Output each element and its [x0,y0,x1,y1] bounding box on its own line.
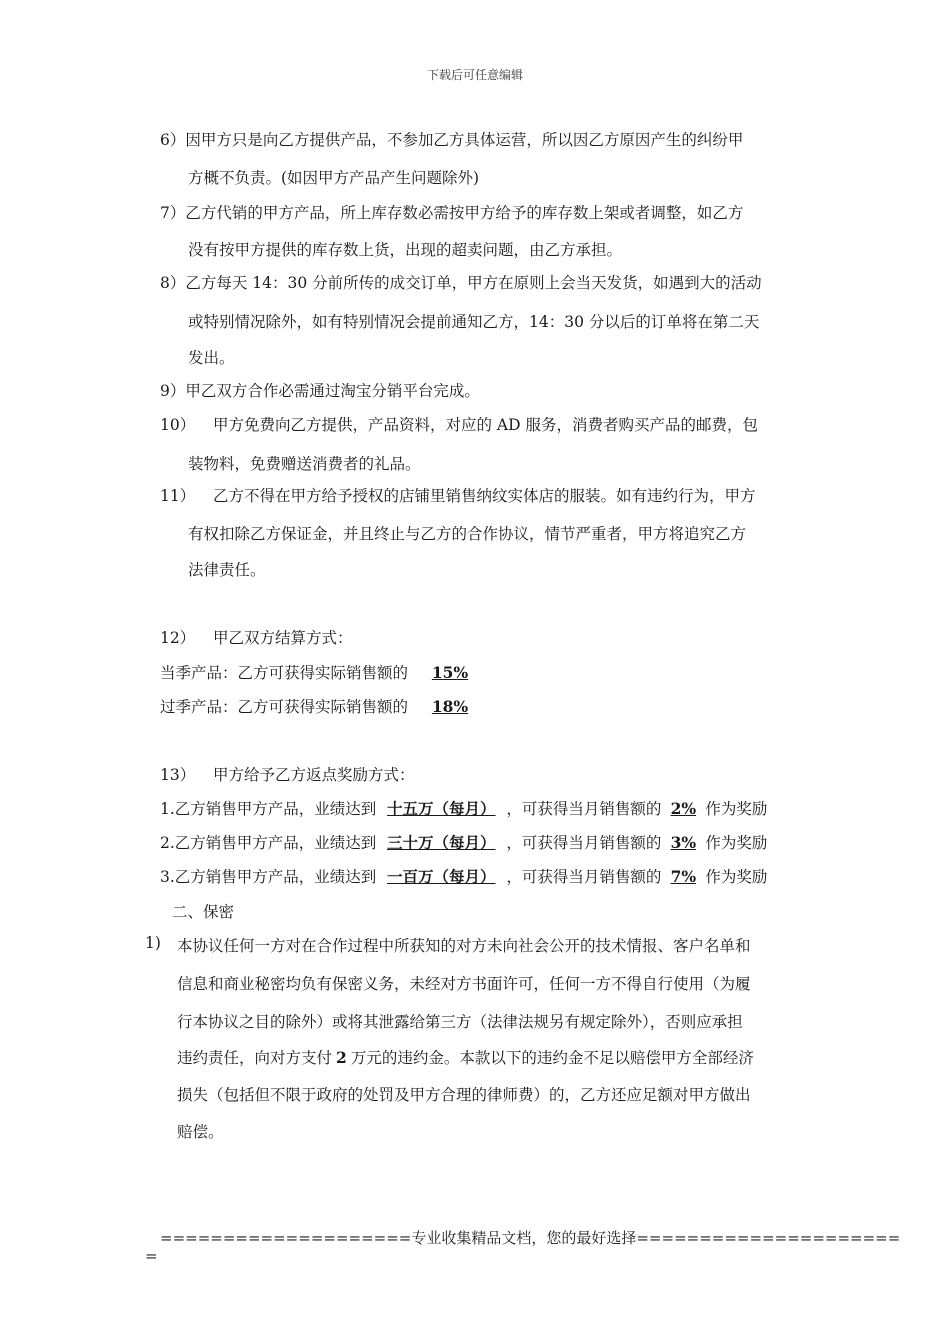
clause-11-line-1: 乙方不得在甲方给予授权的店铺里销售纳纹实体店的服装。如有违约行为，甲方 [213,487,756,505]
clause-6-line-2: 方概不负责。(如因甲方产品产生问题除外) [188,169,480,187]
clause-7-line-1 [160,201,743,223]
clause-7-number: 7） [160,204,186,222]
section-2-line-4 [177,1046,754,1068]
clause-8-text-1: 乙方每天 14：30 分前所传的成交订单，甲方在原则上会当天发货，如遇到大的活动 [185,274,762,292]
settlement-past-value: 18% [431,697,469,716]
section-2-line-3: 行本协议之目的除外）或将其泄露给第三方（法律法规另有规定除外），否则应承担 [177,1013,743,1031]
clause-11-line-2: 有权扣除乙方保证金，并且终止与乙方的合作协议，情节严重者，甲方将追究乙方 [188,525,747,543]
clause-8-line-3: 发出。 [188,349,235,367]
rebate-row-3-post: 作为奖励 [705,868,768,886]
clause-11-line-3: 法律责任。 [188,561,266,579]
rebate-row-1 [160,797,767,819]
rebate-row-2 [160,831,767,853]
page-header: 下载后可任意编辑 [426,68,523,82]
clause-12-title: 甲乙双方结算方式： [213,629,353,647]
section-2-line-2: 信息和商业秘密均负有保密义务，未经对方书面许可，任何一方不得自行使用（为履 [177,975,751,993]
clause-8-number: 8） [160,274,186,292]
settlement-current-value: 15% [431,663,469,682]
settlement-row-past [160,695,492,717]
footer-line-2: = [145,1247,158,1265]
clause-10-line-1: 甲方免费向乙方提供，产品资料，对应的 AD 服务，消费者购买产品的邮费，包 [213,416,758,434]
rebate-row-3-percent: 7% [670,867,697,886]
rebate-row-2-target: 三十万（每月） [387,833,496,852]
section-2-line-1: 本协议任何一方对在合作过程中所获知的对方未向社会公开的技术情报、客户名单和 [177,937,751,955]
clause-9-number: 9） [160,382,186,400]
rebate-row-1-percent: 2% [670,799,697,818]
clause-7-line-2: 没有按甲方提供的库存数上货，出现的超卖问题，由乙方承担。 [188,241,623,259]
rebate-row-2-number: 2. [160,834,175,852]
clause-8-line-2: 或特别情况除外，如有特别情况会提前通知乙方，14：30 分以后的订单将在第二天 [188,313,760,331]
section-2-line-5: 损失（包括但不限于政府的处罚及甲方合理的律师费）的，乙方还应足额对甲方做出 [177,1086,751,1104]
clause-9-line-1 [160,379,480,401]
section-2-line-4-start: 违约责任，向对方支付 [177,1049,333,1067]
rebate-row-3-pre: 乙方销售甲方产品，业绩达到 [174,868,377,886]
rebate-row-1-post: 作为奖励 [705,800,768,818]
settlement-row-current [160,661,492,683]
rebate-row-1-pre: 乙方销售甲方产品，业绩达到 [174,800,377,818]
clause-6-line-1 [160,128,743,150]
rebate-row-2-mid: ，可获得当月销售额的 [506,834,662,852]
rebate-row-2-post: 作为奖励 [705,834,768,852]
clause-13-number: 13） [160,766,196,784]
clause-13-title: 甲方给予乙方返点奖励方式： [213,766,415,784]
footer-line-1: ====================专业收集精品文档，您的最好选择===================== [160,1229,901,1247]
clause-9-text-1: 甲乙双方合作必需通过淘宝分销平台完成。 [185,382,480,400]
section-2-line-6: 赔偿。 [177,1123,224,1141]
rebate-row-1-target: 十五万（每月） [387,799,496,818]
settlement-current-label: 当季产品：乙方可获得实际销售额的 [160,664,409,682]
rebate-row-1-mid: ，可获得当月销售额的 [506,800,662,818]
section-2-heading: 二、保密 [172,903,235,921]
clause-10-number: 10） [160,416,196,434]
section-2-item-number: 1) [145,934,161,952]
rebate-row-1-number: 1. [160,800,175,818]
rebate-row-2-pre: 乙方销售甲方产品，业绩达到 [174,834,377,852]
rebate-row-3 [160,865,767,887]
clause-6-text-1: 因甲方只是向乙方提供产品，不参加乙方具体运营，所以因乙方原因产生的纠纷甲 [185,131,744,149]
clause-12-number: 12） [160,629,196,647]
rebate-row-2-percent: 3% [670,833,697,852]
section-2-line-4-end: 万元的违约金。本款以下的违约金不足以赔偿甲方全部经济 [350,1049,754,1067]
clause-7-text-1: 乙方代销的甲方产品，所上库存数必需按甲方给予的库存数上架或者调整，如乙方 [185,204,744,222]
clause-6-number: 6） [160,131,186,149]
rebate-row-3-target: 一百万（每月） [387,867,496,886]
settlement-past-label: 过季产品：乙方可获得实际销售额的 [160,698,409,716]
clause-11-number: 11） [160,487,196,505]
clause-10-line-2: 装物料，免费赠送消费者的礼品。 [188,455,421,473]
section-2-penalty-amount: 2 [336,1048,347,1067]
rebate-row-3-mid: ，可获得当月销售额的 [506,868,662,886]
clause-8-line-1 [160,271,762,293]
rebate-row-3-number: 3. [160,868,175,886]
